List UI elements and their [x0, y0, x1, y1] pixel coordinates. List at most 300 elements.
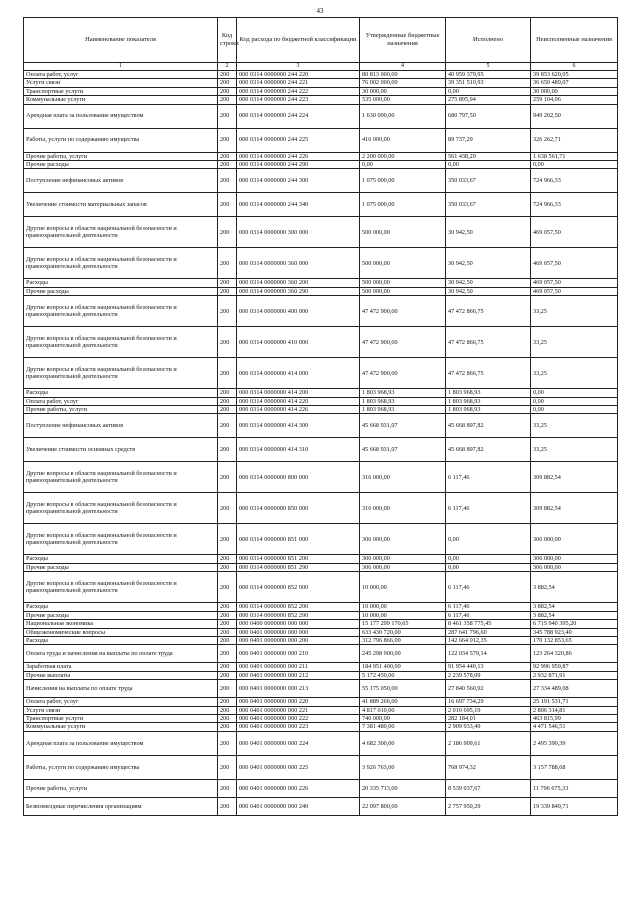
row-unexecuted: 306 000,00	[531, 555, 618, 563]
row-line-code: 200	[218, 493, 237, 524]
row-name: Прочие расходы	[24, 563, 218, 571]
row-unexecuted: 4 471 546,51	[531, 723, 618, 731]
row-approved: 2 200 000,00	[360, 152, 446, 160]
header-approved: Утвержденные бюджетные назначения	[360, 18, 446, 63]
row-line-code: 200	[218, 563, 237, 571]
row-unexecuted: 33,25	[531, 327, 618, 358]
row-executed: 27 840 560,92	[446, 680, 531, 698]
row-unexecuted: 33,25	[531, 358, 618, 389]
row-line-code: 200	[218, 636, 237, 644]
row-unexecuted: 2 806 314,81	[531, 706, 618, 714]
row-approved: 1 803 968,93	[360, 406, 446, 414]
row-executed: 39 351 510,93	[446, 79, 531, 87]
row-name: Услуги связи	[24, 79, 218, 87]
row-line-code: 200	[218, 217, 237, 248]
row-name: Другие вопросы в области национальной безопасности и правоохранительной деятельности	[24, 296, 218, 327]
table-row	[24, 79, 618, 87]
column-number: 5	[446, 63, 531, 71]
row-executed: 89 737,29	[446, 128, 531, 152]
row-unexecuted: 724 966,33	[531, 193, 618, 217]
row-approved: 15 177 299 170,65	[360, 620, 446, 628]
row-line-code: 200	[218, 287, 237, 295]
row-approved: 45 668 931,07	[360, 438, 446, 462]
row-approved: 500 000,00	[360, 248, 446, 279]
row-line-code: 200	[218, 169, 237, 193]
row-name: Прочие выплаты	[24, 671, 218, 679]
table-row	[24, 287, 618, 295]
row-name: Другие вопросы в области национальной безопасности и правоохранительной деятельности	[24, 248, 218, 279]
row-expense-code: 000 0401 0000000 000 213	[237, 680, 360, 698]
row-name: Другие вопросы в области национальной безопасности и правоохранительной деятельности	[24, 217, 218, 248]
row-expense-code: 000 0314 0000000 300 000	[237, 217, 360, 248]
table-row	[24, 620, 618, 628]
row-executed: 30 942,50	[446, 217, 531, 248]
row-unexecuted: 25 191 531,71	[531, 698, 618, 706]
row-expense-code: 000 0314 0000000 852 290	[237, 611, 360, 619]
table-row	[24, 603, 618, 611]
table-row	[24, 663, 618, 671]
row-executed: 8 539 037,67	[446, 779, 531, 797]
row-expense-code: 000 0314 0000000 244 226	[237, 152, 360, 160]
row-unexecuted: 463 815,99	[531, 714, 618, 722]
row-expense-code: 000 0314 0000000 852 200	[237, 603, 360, 611]
row-line-code: 200	[218, 438, 237, 462]
column-number: 1	[24, 63, 218, 71]
row-approved: 5 172 450,00	[360, 671, 446, 679]
row-unexecuted: 0,00	[531, 397, 618, 405]
row-name: Работы, услуги по содержанию имущества	[24, 755, 218, 779]
row-line-code: 200	[218, 723, 237, 731]
row-approved: 47 472 900,00	[360, 296, 446, 327]
row-name: Другие вопросы в области национальной безопасности и правоохранительной деятельности	[24, 358, 218, 389]
row-executed: 350 033,67	[446, 193, 531, 217]
row-expense-code: 000 0314 0000000 244 225	[237, 128, 360, 152]
row-executed: 0,00	[446, 161, 531, 169]
table-row	[24, 555, 618, 563]
row-approved: 10 000,00	[360, 572, 446, 603]
table-row	[24, 296, 618, 327]
table-row	[24, 152, 618, 160]
row-approved: 316 000,00	[360, 462, 446, 493]
row-unexecuted: 3 882,54	[531, 572, 618, 603]
row-name: Поступление нефинансовых активов	[24, 414, 218, 438]
table-row	[24, 755, 618, 779]
row-name: Арендная плата за пользование имуществом	[24, 731, 218, 755]
row-line-code: 200	[218, 671, 237, 679]
row-executed: 350 033,67	[446, 169, 531, 193]
row-name: Услуги связи	[24, 706, 218, 714]
row-approved: 633 430 720,00	[360, 628, 446, 636]
table-row	[24, 87, 618, 95]
row-executed: 287 641 796,60	[446, 628, 531, 636]
row-line-code: 200	[218, 104, 237, 128]
table-row	[24, 731, 618, 755]
row-approved: 55 175 050,00	[360, 680, 446, 698]
row-name: Расходы	[24, 279, 218, 287]
row-unexecuted: 0,00	[531, 161, 618, 169]
row-unexecuted: 469 057,50	[531, 248, 618, 279]
row-approved: 245 298 900,00	[360, 645, 446, 663]
table-row	[24, 414, 618, 438]
row-name: Прочие расходы	[24, 611, 218, 619]
row-unexecuted: 3 882,54	[531, 603, 618, 611]
row-approved: 312 796 866,00	[360, 636, 446, 644]
row-executed: 680 797,50	[446, 104, 531, 128]
row-approved: 22 097 800,00	[360, 797, 446, 815]
row-expense-code: 000 0314 0000000 852 000	[237, 572, 360, 603]
row-unexecuted: 309 882,54	[531, 462, 618, 493]
row-unexecuted: 469 057,50	[531, 217, 618, 248]
row-line-code: 200	[218, 87, 237, 95]
table-row	[24, 104, 618, 128]
column-number: 2	[218, 63, 237, 71]
row-expense-code: 000 0314 0000000 360 000	[237, 248, 360, 279]
row-name: Другие вопросы в области национальной безопасности и правоохранительной деятельности	[24, 493, 218, 524]
row-unexecuted: 11 796 675,33	[531, 779, 618, 797]
table-row	[24, 572, 618, 603]
table-row	[24, 161, 618, 169]
table-row	[24, 671, 618, 679]
row-expense-code: 000 0314 0000000 244 220	[237, 71, 360, 79]
row-line-code: 200	[218, 358, 237, 389]
row-line-code: 200	[218, 406, 237, 414]
row-expense-code: 000 0314 0000000 244 223	[237, 96, 360, 104]
row-approved: 3 926 763,00	[360, 755, 446, 779]
row-executed: 30 942,50	[446, 279, 531, 287]
row-line-code: 200	[218, 79, 237, 87]
row-approved: 500 000,00	[360, 217, 446, 248]
row-line-code: 200	[218, 71, 237, 79]
row-executed: 30 942,50	[446, 287, 531, 295]
row-line-code: 200	[218, 193, 237, 217]
row-line-code: 200	[218, 680, 237, 698]
header-name: Наименование показателя	[24, 18, 218, 63]
row-unexecuted: 2 495 390,39	[531, 731, 618, 755]
table-row	[24, 96, 618, 104]
row-line-code: 200	[218, 572, 237, 603]
row-approved: 7 381 480,00	[360, 723, 446, 731]
row-expense-code: 000 0314 0000000 244 224	[237, 104, 360, 128]
row-unexecuted: 27 334 489,08	[531, 680, 618, 698]
table-row	[24, 698, 618, 706]
row-expense-code: 000 0314 0000000 414 200	[237, 389, 360, 397]
table-row	[24, 611, 618, 619]
table-row	[24, 71, 618, 79]
column-number: 4	[360, 63, 446, 71]
row-unexecuted: 39 853 620,05	[531, 71, 618, 79]
row-expense-code: 000 0314 0000000 360 290	[237, 287, 360, 295]
row-approved: 47 472 900,00	[360, 327, 446, 358]
row-expense-code: 000 0314 0000000 410 000	[237, 327, 360, 358]
header-unexecuted: Неисполненные назначения	[531, 18, 618, 63]
row-unexecuted: 36 650 489,07	[531, 79, 618, 87]
row-unexecuted: 259 104,06	[531, 96, 618, 104]
row-unexecuted: 170 132 853,65	[531, 636, 618, 644]
row-unexecuted: 123 264 320,86	[531, 645, 618, 663]
row-executed: 0,00	[446, 87, 531, 95]
table-row	[24, 397, 618, 405]
table-row	[24, 797, 618, 815]
row-approved: 500 000,00	[360, 279, 446, 287]
table-row	[24, 358, 618, 389]
row-name: Другие вопросы в области национальной безопасности и правоохранительной деятельности	[24, 572, 218, 603]
row-name: Прочие работы, услуги	[24, 779, 218, 797]
table-row	[24, 563, 618, 571]
row-executed: 30 942,50	[446, 248, 531, 279]
row-expense-code: 000 0314 0000000 244 300	[237, 169, 360, 193]
row-expense-code: 000 0401 0000000 000 221	[237, 706, 360, 714]
row-approved: 4 817 010,00	[360, 706, 446, 714]
table-row	[24, 680, 618, 698]
row-unexecuted: 306 000,00	[531, 563, 618, 571]
row-unexecuted: 345 788 923,40	[531, 628, 618, 636]
row-unexecuted: 2 932 871,91	[531, 671, 618, 679]
row-executed: 2 909 933,49	[446, 723, 531, 731]
row-name: Расходы	[24, 389, 218, 397]
row-expense-code: 000 0401 0000000 000 224	[237, 731, 360, 755]
row-executed: 2 757 950,29	[446, 797, 531, 815]
row-approved: 45 668 931,07	[360, 414, 446, 438]
row-approved: 80 813 000,00	[360, 71, 446, 79]
table-row	[24, 217, 618, 248]
row-approved: 30 000,00	[360, 87, 446, 95]
row-executed: 2 186 909,61	[446, 731, 531, 755]
row-executed: 282 184,01	[446, 714, 531, 722]
row-unexecuted: 19 339 849,71	[531, 797, 618, 815]
row-line-code: 200	[218, 731, 237, 755]
row-name: Увеличение стоимости материальных запасов	[24, 193, 218, 217]
budget-execution-table	[23, 17, 618, 816]
row-expense-code: 000 0401 0000000 000 225	[237, 755, 360, 779]
row-expense-code: 000 0401 0000000 000 223	[237, 723, 360, 731]
row-name: Прочие работы, услуги	[24, 152, 218, 160]
row-expense-code: 000 0314 0000000 244 290	[237, 161, 360, 169]
row-line-code: 200	[218, 755, 237, 779]
row-approved: 184 951 400,00	[360, 663, 446, 671]
table-row	[24, 462, 618, 493]
row-line-code: 200	[218, 698, 237, 706]
row-expense-code: 000 0314 0000000 850 000	[237, 493, 360, 524]
table-body	[24, 71, 618, 816]
row-unexecuted: 724 966,33	[531, 169, 618, 193]
row-line-code: 200	[218, 152, 237, 160]
column-number: 6	[531, 63, 618, 71]
table-row	[24, 524, 618, 555]
row-name: Другие вопросы в области национальной безопасности и правоохранительной деятельности	[24, 327, 218, 358]
row-name: Другие вопросы в области национальной безопасности и правоохранительной деятельности	[24, 524, 218, 555]
table-row	[24, 169, 618, 193]
row-name: Поступление нефинансовых активов	[24, 169, 218, 193]
row-executed: 40 959 379,95	[446, 71, 531, 79]
row-expense-code: 000 0401 0000000 000 212	[237, 671, 360, 679]
row-expense-code: 000 0401 0000000 000 220	[237, 698, 360, 706]
row-line-code: 200	[218, 248, 237, 279]
row-name: Общеэкономические вопросы	[24, 628, 218, 636]
row-unexecuted: 949 202,50	[531, 104, 618, 128]
row-executed: 45 668 897,82	[446, 438, 531, 462]
row-approved: 306 000,00	[360, 524, 446, 555]
row-line-code: 200	[218, 797, 237, 815]
row-line-code: 200	[218, 397, 237, 405]
row-line-code: 200	[218, 161, 237, 169]
row-name: Другие вопросы в области национальной безопасности и правоохранительной деятельности	[24, 462, 218, 493]
row-name: Заработная плата	[24, 663, 218, 671]
row-name: Транспортные услуги	[24, 87, 218, 95]
row-unexecuted: 469 057,50	[531, 279, 618, 287]
row-approved: 10 000,00	[360, 611, 446, 619]
row-executed: 8 461 358 775,45	[446, 620, 531, 628]
row-expense-code: 000 0314 0000000 400 000	[237, 296, 360, 327]
row-name: Увеличение стоимости основных средств	[24, 438, 218, 462]
row-expense-code: 000 0401 0000000 000 222	[237, 714, 360, 722]
page-number: 43	[316, 7, 324, 15]
table-row	[24, 327, 618, 358]
row-executed: 0,00	[446, 524, 531, 555]
row-unexecuted: 3 882,54	[531, 611, 618, 619]
row-executed: 0,00	[446, 563, 531, 571]
row-name: Коммунальные услуги	[24, 96, 218, 104]
row-approved: 47 472 900,00	[360, 358, 446, 389]
row-name: Национальная экономика	[24, 620, 218, 628]
header-row	[24, 18, 618, 63]
row-approved: 1 803 968,93	[360, 389, 446, 397]
row-approved: 41 889 266,00	[360, 698, 446, 706]
row-expense-code: 000 0314 0000000 851 290	[237, 563, 360, 571]
row-executed: 768 974,32	[446, 755, 531, 779]
row-executed: 0,00	[446, 555, 531, 563]
header-line-code: Код строки	[218, 18, 237, 63]
row-unexecuted: 30 000,00	[531, 87, 618, 95]
row-approved: 416 000,00	[360, 128, 446, 152]
row-expense-code: 000 0314 0000000 851 000	[237, 524, 360, 555]
row-name: Расходы	[24, 603, 218, 611]
row-expense-code: 000 0314 0000000 360 200	[237, 279, 360, 287]
row-line-code: 200	[218, 714, 237, 722]
row-name: Начисления на выплаты по оплате труда	[24, 680, 218, 698]
row-unexecuted: 6 715 940 395,20	[531, 620, 618, 628]
row-unexecuted: 33,25	[531, 438, 618, 462]
row-line-code: 200	[218, 128, 237, 152]
row-expense-code: 000 0314 0000000 414 226	[237, 406, 360, 414]
row-line-code: 200	[218, 779, 237, 797]
row-approved: 20 335 713,00	[360, 779, 446, 797]
row-line-code: 200	[218, 611, 237, 619]
table-row	[24, 389, 618, 397]
row-approved: 76 002 000,00	[360, 79, 446, 87]
row-executed: 142 664 012,35	[446, 636, 531, 644]
row-line-code: 200	[218, 414, 237, 438]
row-expense-code: 000 0314 0000000 414 220	[237, 397, 360, 405]
row-line-code: 200	[218, 327, 237, 358]
row-executed: 1 803 968,93	[446, 389, 531, 397]
row-executed: 2 239 578,09	[446, 671, 531, 679]
row-approved: 1 075 000,00	[360, 169, 446, 193]
column-number: 3	[237, 63, 360, 71]
row-approved: 746 000,00	[360, 714, 446, 722]
row-line-code: 200	[218, 279, 237, 287]
header-expense-code: Код расхода по бюджетной классификации	[237, 18, 360, 63]
row-expense-code: 000 0401 0000000 000 240	[237, 797, 360, 815]
table-row	[24, 628, 618, 636]
row-expense-code: 000 0401 0000000 000 211	[237, 663, 360, 671]
row-executed: 6 117,46	[446, 611, 531, 619]
table-row	[24, 248, 618, 279]
row-executed: 47 472 866,75	[446, 358, 531, 389]
row-approved: 535 000,00	[360, 96, 446, 104]
table-row	[24, 279, 618, 287]
row-approved: 1 075 000,00	[360, 193, 446, 217]
row-executed: 91 954 440,13	[446, 663, 531, 671]
row-name: Оплата работ, услуг	[24, 698, 218, 706]
row-line-code: 200	[218, 389, 237, 397]
row-executed: 47 472 866,75	[446, 296, 531, 327]
row-expense-code: 000 0314 0000000 244 222	[237, 87, 360, 95]
row-approved: 500 000,00	[360, 287, 446, 295]
table-row	[24, 714, 618, 722]
row-approved: 0,00	[360, 161, 446, 169]
row-name: Оплата работ, услуг	[24, 71, 218, 79]
row-approved: 1 803 968,93	[360, 397, 446, 405]
row-executed: 6 117,46	[446, 572, 531, 603]
row-unexecuted: 1 638 561,71	[531, 152, 618, 160]
row-unexecuted: 326 262,71	[531, 128, 618, 152]
row-name: Оплата труда и начисления на выплаты по оплате труда	[24, 645, 218, 663]
row-name: Работы, услуги по содержанию имущества	[24, 128, 218, 152]
row-expense-code: 000 0400 0000000 000 000	[237, 620, 360, 628]
row-expense-code: 000 0401 0000000 000 000	[237, 628, 360, 636]
table-row	[24, 706, 618, 714]
table-row	[24, 723, 618, 731]
row-line-code: 200	[218, 628, 237, 636]
row-line-code: 200	[218, 663, 237, 671]
row-approved: 10 000,00	[360, 603, 446, 611]
table-row	[24, 406, 618, 414]
row-expense-code: 000 0401 0000000 000 226	[237, 779, 360, 797]
row-line-code: 200	[218, 462, 237, 493]
row-expense-code: 000 0314 0000000 851 200	[237, 555, 360, 563]
row-line-code: 200	[218, 645, 237, 663]
row-unexecuted: 3 157 788,68	[531, 755, 618, 779]
row-executed: 561 438,29	[446, 152, 531, 160]
row-line-code: 200	[218, 524, 237, 555]
table-row	[24, 636, 618, 644]
table-row	[24, 438, 618, 462]
table-row	[24, 645, 618, 663]
row-name: Прочие расходы	[24, 161, 218, 169]
row-expense-code: 000 0314 0000000 414 000	[237, 358, 360, 389]
row-unexecuted: 33,25	[531, 414, 618, 438]
row-line-code: 200	[218, 96, 237, 104]
row-executed: 122 034 579,14	[446, 645, 531, 663]
row-expense-code: 000 0314 0000000 244 340	[237, 193, 360, 217]
row-expense-code: 000 0314 0000000 244 221	[237, 79, 360, 87]
row-name: Расходы	[24, 555, 218, 563]
row-unexecuted: 0,00	[531, 389, 618, 397]
header-executed: Исполнено	[446, 18, 531, 63]
row-executed: 1 803 968,93	[446, 406, 531, 414]
row-executed: 1 803 968,93	[446, 397, 531, 405]
row-name: Коммунальные услуги	[24, 723, 218, 731]
row-expense-code: 000 0314 0000000 800 000	[237, 462, 360, 493]
row-expense-code: 000 0401 0000000 000 200	[237, 636, 360, 644]
table-row	[24, 193, 618, 217]
row-name: Прочие работы, услуги	[24, 406, 218, 414]
row-line-code: 200	[218, 296, 237, 327]
row-line-code: 200	[218, 603, 237, 611]
row-unexecuted: 469 057,50	[531, 287, 618, 295]
table-row	[24, 779, 618, 797]
row-expense-code: 000 0314 0000000 414 300	[237, 414, 360, 438]
